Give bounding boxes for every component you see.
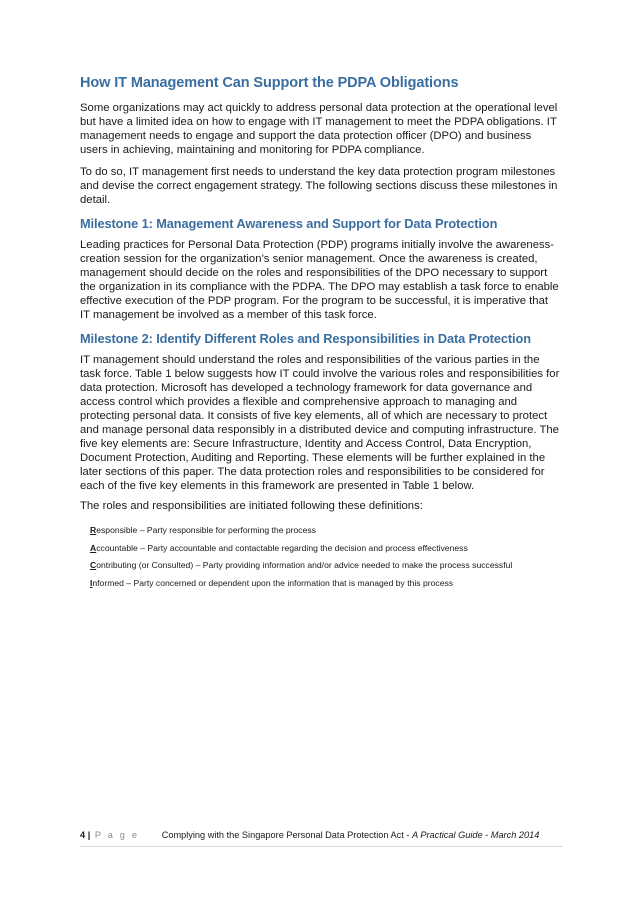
page-word: P a g e — [94, 830, 140, 840]
raci-definitions-list — [80, 525, 560, 589]
definition-letter: C — [90, 560, 97, 570]
page-number: 4 — [80, 830, 86, 840]
definition-text: nformed – Party concerned or dependent upon the information that is managed by this process — [92, 577, 454, 588]
definition-letter: A — [90, 542, 97, 553]
milestone-2-heading: Milestone 2: Identify Different Roles and Responsibilities in Data Protection — [80, 331, 531, 346]
definition-text: ccountable – Party accountable and contactable regarding the decision and process effectiveness — [96, 542, 468, 553]
document-subtitle: A Practical Guide - March 2014 — [411, 830, 540, 840]
definition-text: esponsible – Party responsible for performing the process — [96, 525, 316, 535]
definition-letter: R — [90, 525, 97, 535]
section-heading: How IT Management Can Support the PDPA Obligations — [80, 75, 459, 91]
definition-responsible — [90, 525, 560, 537]
page-footer — [80, 829, 563, 841]
definition-text: ontributing (or Consulted) – Party providing information and/or advice needed to make the process successful — [96, 560, 513, 570]
definition-accountable — [90, 543, 560, 555]
milestone-1-heading: Milestone 1: Management Awareness and Support for Data Protection — [80, 216, 498, 231]
footer-divider — [80, 846, 563, 847]
definition-contributing — [90, 560, 560, 572]
intro-paragraph-2: To do so, IT management first needs to understand the key data protection program milestones and devise the correct engagement strategy. The following sections discuss these milestones in detail. — [80, 166, 558, 206]
intro-paragraph-1: Some organizations may act quickly to address personal data protection at the operational level but have a limited idea on how to engage with IT management to meet the PDPA obligations. IT management needs to engage and support the data protection officer (DPO) and business users in achieving, maintaining and monitoring for PDPA compliance. — [80, 102, 558, 156]
document-page — [80, 74, 560, 595]
definitions-intro: The roles and responsibilities are initiated following these definitions: — [80, 500, 423, 512]
milestone-1-paragraph: Leading practices for Personal Data Protection (PDP) programs initially involve the awareness-creation session for the organization’s senior management. Once the awareness is created, management should decide on the roles and responsibilities of the DPO necessary to support the organization in its compliance with the PDPA. The DPO may establish a task force to enable effective execution of the PDP program. For the program to be successful, it is imperative that IT management be involved as a member of this task force. — [80, 239, 559, 321]
document-title: Complying with the Singapore Personal Data Protection Act - — [161, 830, 412, 840]
footer-separator: | — [87, 830, 91, 840]
milestone-2-paragraph: IT management should understand the roles and responsibilities of the various parties in the task force. Table 1 below suggests how IT could involve the various roles and responsibilities for data protection. Microsoft has developed a technology framework for data governance and access control which provides a flexible and comprehensive approach to managing and protecting personal data. It consists of five key elements, all of which are necessary to protect and manage personal data responsibly in a distributed device and computing infrastructure. The five key elements are: Secure Infrastructure, Identity and Access Control, Data Encryption, Document Protection, Auditing and Reporting. These elements will be further explained in the later sections of this paper. The data protection roles and responsibilities to be considered for each of the five key elements in this framework are presented in Table 1 below. — [80, 354, 560, 492]
definition-informed — [90, 578, 560, 590]
definition-letter: I — [90, 577, 93, 588]
